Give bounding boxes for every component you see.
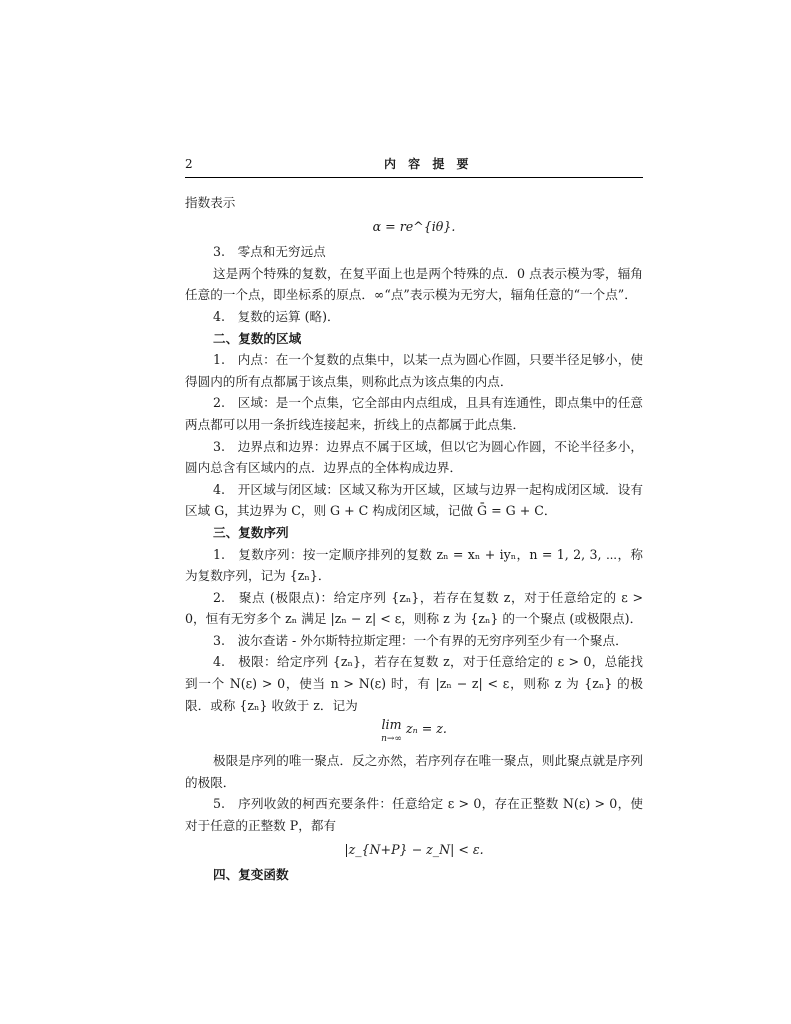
section-heading-sequences: 三、复数序列 — [213, 524, 289, 540]
item-limit: 4. 极限：给定序列 {zₙ}，若存在复数 z，对于任意给定的 ε > 0，总能找到一个 N(ε) > 0，使当 n > N(ε) 时，有 |zₙ − z| < ε，则称 z 为 {zₙ} 的极限．或称 {zₙ} 收敛于 z．记为 — [185, 654, 643, 713]
page-number: 2 — [185, 157, 193, 171]
limit-expression: zₙ = z. — [405, 721, 447, 737]
page-body — [185, 192, 643, 886]
header-rule — [185, 177, 643, 178]
item-bolzano-weierstrass: 3. 波尔查诺 - 外尔斯特拉斯定理：一个有界的无穷序列至少有一个聚点． — [213, 632, 628, 648]
item-open-closed-region: 4. 开区域与闭区域：区域又称为开区域，区域与边界一起构成闭区域．设有区域 G，其边界为 C，则 G + C 构成闭区域，记做 Ḡ = G + C． — [185, 481, 643, 519]
item-boundary: 3. 边界点和边界：边界点不属于区域，但以它为圆心作圆，不论半径多小，圆内总含有区域内的点．边界点的全体构成边界． — [185, 438, 643, 476]
exponential-form-label: 指数表示 — [185, 195, 236, 210]
section-heading-complex-functions: 四、复变函数 — [213, 867, 289, 883]
item-complex-sequence: 1. 复数序列：按一定顺序排列的复数 zₙ = xₙ + iyₙ，n = 1, 2, 3, ⋯，称为复数序列，记为 {zₙ}． — [185, 546, 643, 584]
equation-limit — [185, 718, 643, 746]
item-accumulation-point: 2. 聚点 (极限点)：给定序列 {zₙ}，若存在复数 z，对于任意给定的 ε > 0，恒有无穷多个 zₙ 满足 |zₙ − z| < ε，则称 z 为 {zₙ} 的一个聚点 (或极限点)． — [185, 589, 643, 627]
equation-exponential-form: α = re^{iθ}. — [372, 218, 456, 234]
item-interior-point: 1. 内点：在一个复数的点集中，以某一点为圆心作圆，只要半径足够小，使得圆内的所有点都属于该点集，则称此点为该点集的内点． — [185, 352, 643, 389]
item-region: 2. 区域：是一个点集，它全部由内点组成，且具有连通性，即点集中的任意两点都可以用一条折线连接起来，折线上的点都属于此点集． — [185, 395, 643, 432]
item-complex-operations: 4. 复数的运算 (略)． — [213, 308, 340, 324]
equation-cauchy: |z_{N+P} − z_N| < ε. — [344, 841, 484, 857]
paragraph-special-points: 这是两个特殊的复数，在复平面上也是两个特殊的点．0 点表示模为零，辐角任意的一个点，即坐标系的原点．∞“点”表示模为无穷大，辐角任意的“一个点”． — [185, 265, 643, 303]
limit-subscript: n→∞ — [381, 734, 402, 745]
limit-operator — [381, 718, 402, 746]
section-heading-regions: 二、复数的区域 — [213, 330, 302, 346]
item-cauchy-criterion: 5. 序列收敛的柯西充要条件：任意给定 ε > 0，存在正整数 N(ε) > 0，使对于任意的正整数 P，都有 — [185, 796, 643, 834]
limit-word: lim — [381, 717, 402, 733]
running-header-title: 内 容 提 要 — [384, 157, 473, 171]
item-zero-and-infinity: 3. 零点和无穷远点 — [213, 244, 326, 260]
paragraph-limit-uniqueness: 极限是序列的唯一聚点．反之亦然，若序列存在唯一聚点，则此聚点就是序列的极限． — [185, 753, 643, 790]
